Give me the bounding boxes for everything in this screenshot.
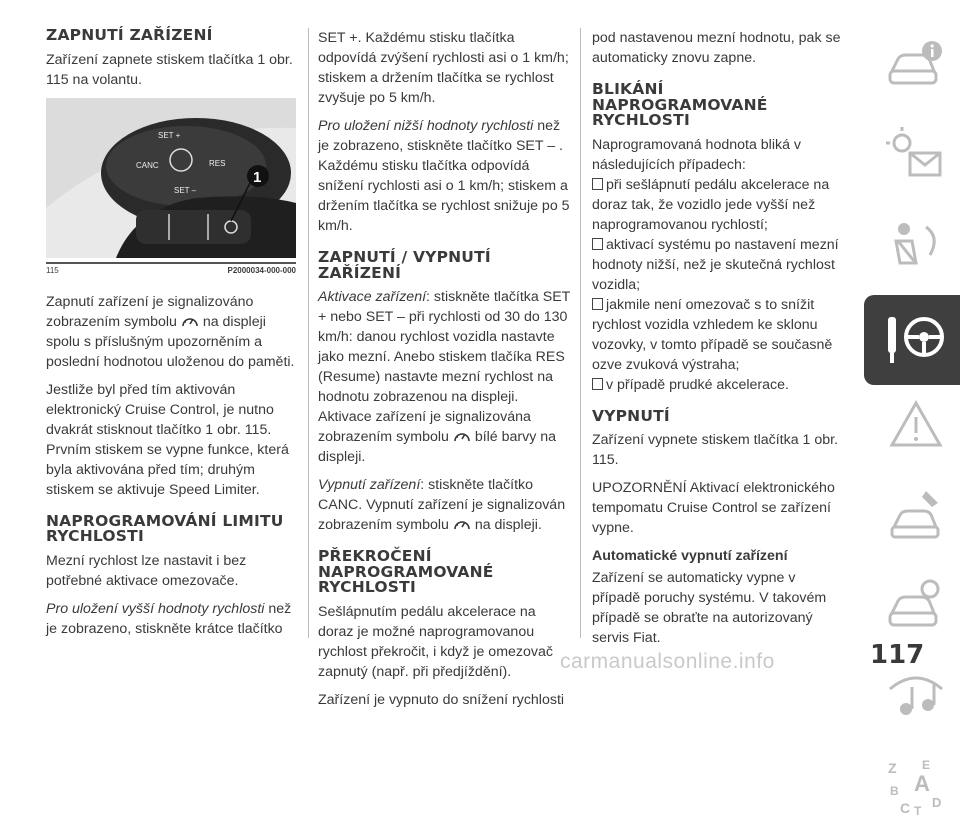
- paragraph: Zařízení zapnete stiskem tlačítka 1 obr. 115 na volantu.: [46, 51, 293, 88]
- paragraph: Mezní rychlost lze nastavit i bez potřebné aktivace omezovače.: [46, 552, 247, 589]
- figure-caption: [46, 264, 296, 278]
- lights-warning-icon: [886, 127, 946, 187]
- paragraph: Jestliže byl před tím aktivován elektronický Cruise Control, je nutno dvakrát stisknout tlačítko 1 obr. 115. Prvním stiskem se vypne funkce, která byla aktivována před tím; druhým stiskem se aktivuje Speed Limiter.: [46, 381, 289, 498]
- index-letter: D: [932, 795, 942, 810]
- paragraph: [318, 287, 572, 467]
- chapter-tabs: [864, 25, 960, 835]
- bullet-item: [592, 175, 844, 235]
- technical-data-icon: [886, 577, 946, 637]
- checkbox-bullet-icon: [592, 378, 603, 390]
- tab-index[interactable]: [864, 745, 960, 835]
- paragraph: Sešlápnutím pedálu akcelerace na doraz je možné naprogramovanou rychlost překročit, i když je omezovač zapnutý (např. při předjíždění).: [318, 603, 553, 680]
- index-letter: Z: [888, 760, 897, 776]
- watermark: carmanualsonline.info: [560, 650, 775, 673]
- paragraph: Zařízení vypnete stiskem tlačítka 1 obr. 115.: [592, 432, 839, 468]
- italic-text: Vypnutí zařízení: [318, 477, 421, 493]
- alphabet-index-icon: [886, 757, 946, 817]
- section-heading: NAPROGRAMOVÁNÍ LIMITU RYCHLOSTI: [46, 511, 284, 545]
- checkbox-bullet-icon: [592, 178, 603, 190]
- tab-car-info[interactable]: [864, 25, 960, 115]
- car-info-icon: [886, 37, 946, 97]
- column-divider: [580, 28, 581, 638]
- checkbox-bullet-icon: [592, 298, 603, 310]
- subheading: Automatické vypnutí zařízení: [592, 548, 788, 564]
- wrench-car-icon: [886, 487, 946, 547]
- callout-1: 1: [253, 168, 262, 186]
- index-letter: A: [914, 771, 930, 796]
- column-3: [592, 28, 844, 656]
- speed-limiter-icon: [181, 314, 199, 328]
- paragraph: Zařízení je vypnuto do snížení rychlosti: [318, 691, 565, 708]
- bullet-item: [592, 235, 844, 295]
- paragraph: [46, 292, 296, 372]
- speed-limiter-icon: [453, 429, 471, 443]
- section-heading: VYPNUTÍ: [592, 406, 670, 425]
- index-letter: C: [900, 800, 911, 816]
- text: na displeji.: [474, 517, 542, 533]
- figure-code: P2000034-000-000: [227, 265, 296, 275]
- text: Zapnutí zařízení je signalizováno zobrazením symbolu: [46, 293, 254, 330]
- text: na displeji spolu s příslušným upozorněním a poslední hodnotou uloženou do paměti.: [46, 313, 295, 370]
- section-heading: BLIKÁNÍ NAPROGRAMOVANÉ RYCHLOSTI: [592, 80, 768, 129]
- paragraph: UPOZORNĚNÍ Aktivací elektronického tempomatu Cruise Control se zařízení vypne.: [592, 480, 835, 536]
- section-heading: ZAPNUTÍ ZAŘÍZENÍ: [46, 26, 213, 44]
- tab-lights-warnings[interactable]: [864, 115, 960, 205]
- steering-wheel-photo: [46, 98, 296, 258]
- paragraph: Zařízení se automaticky vypne v případě poruchy systému. V takovém případě se obraťte na autorizovaný servis Fiat.: [592, 570, 827, 646]
- seatbelt-airbag-icon: [886, 217, 946, 277]
- bullet-item: [592, 295, 844, 375]
- tab-maintenance[interactable]: [864, 475, 960, 565]
- text: bílé barvy na displeji.: [318, 429, 557, 465]
- set-plus-label: SET +: [158, 130, 181, 140]
- text: : stiskněte tlačítka SET + nebo SET – při rychlosti od 30 do 130 km/h: danou rychlost vozidla nastavte jako mezní. Anebo stiskem tlačíka RES (Resume) nastavte mezní rychlost na hodnotu zobrazenou na displeji. Aktivace zařízení je signalizována zobrazením symbolu: [318, 289, 571, 445]
- index-letter: T: [914, 804, 922, 817]
- canc-label: CANC: [136, 160, 159, 170]
- paragraph: pod nastavenou mezní hodnotu, pak se automaticky znovu zapne.: [592, 30, 841, 66]
- paragraph: [46, 599, 296, 639]
- paragraph: Naprogramovaná hodnota bliká v následujících případech:: [592, 136, 802, 173]
- tab-driving[interactable]: [864, 295, 960, 385]
- bullet-item: [592, 375, 844, 395]
- text: než je zobrazeno, stiskněte krátce tlačítko: [46, 600, 292, 637]
- page-number: 117: [870, 640, 925, 670]
- figure-number: 115: [46, 265, 59, 275]
- section-heading: ZAPNUTÍ / VYPNUTÍ ZAŘÍZENÍ: [318, 248, 491, 282]
- tab-emergency[interactable]: [864, 385, 960, 475]
- warning-triangle-icon: [886, 397, 946, 457]
- text: než je zobrazeno, stiskněte tlačítko SET – . Každému stisku tlačítka odpovídá snížení rychlosti asi o 1 km/h; stiskem a držením tlačítka se rychlost snižuje po 5 km/h.: [318, 118, 570, 234]
- bullet-text: při sešlápnutí pedálu akcelerace na doraz tak, že vozidlo jede vyšší než naprogramovanou rychlostí;: [592, 176, 830, 233]
- key-steering-wheel-icon: [886, 307, 946, 367]
- bullet-text: aktivací systému po nastavení mezní hodnoty nižší, než je skutečná rychlost vozidla;: [592, 236, 839, 293]
- res-label: RES: [209, 158, 226, 168]
- speed-limiter-icon: [453, 517, 471, 531]
- checkbox-bullet-icon: [592, 238, 603, 250]
- index-letter: E: [922, 758, 931, 772]
- multimedia-icon: [886, 667, 946, 727]
- tab-safety[interactable]: [864, 205, 960, 295]
- section-heading: PŘEKROČENÍ NAPROGRAMOVANÉ RYCHLOSTI: [318, 547, 494, 596]
- column-divider: [308, 28, 309, 638]
- text: : stiskněte tlačítko CANC. Vypnutí zařízení je signalizován zobrazením symbolu: [318, 477, 566, 533]
- bullet-text: v případě prudké akcelerace.: [606, 376, 789, 393]
- paragraph: [318, 116, 572, 236]
- bullet-text: jakmile není omezovač s to snížit rychlost vozidla vzhledem ke sklonu vozovky, v tomto případě se současně ozve zvuková výstraha;: [592, 296, 833, 373]
- set-minus-label: SET –: [174, 185, 197, 195]
- column-1: [46, 28, 296, 647]
- column-2: [318, 28, 572, 718]
- index-letter: B: [890, 784, 899, 798]
- paragraph: [318, 475, 572, 535]
- paragraph: SET +. Každému stisku tlačítka odpovídá zvýšení rychlosti asi o 1 km/h; stiskem a držením tlačítka se rychlost zvyšuje po 5 km/h.: [318, 30, 569, 106]
- italic-text: Pro uložení nižší hodnoty rychlosti: [318, 118, 534, 134]
- italic-text: Aktivace zařízení: [318, 289, 427, 305]
- italic-text: Pro uložení vyšší hodnoty rychlosti: [46, 600, 265, 617]
